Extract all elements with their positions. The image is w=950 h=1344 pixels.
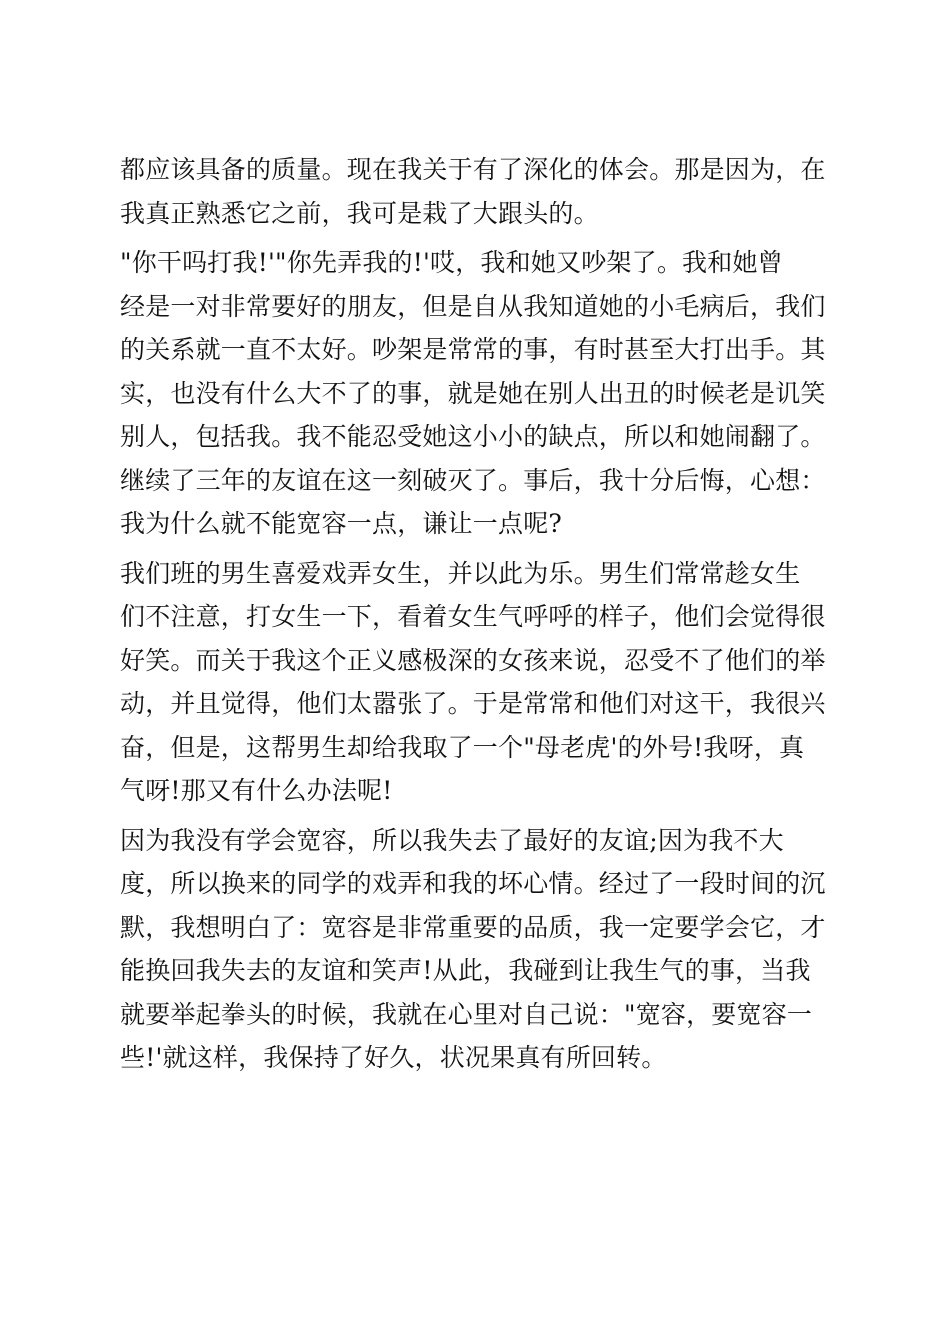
paragraph (120, 241, 840, 546)
text-line: "你干吗打我!'"你先弄我的!'哎，我和她又吵架了。我和她曾 (120, 248, 783, 277)
text-line: 都应该具备的质量。现在我关于有了深化的体会。那是因为，在 (120, 155, 826, 184)
text-line: 动，并且觉得，他们太嚣张了。于是常常和他们对这干，我很兴 (120, 689, 826, 718)
text-line: 好笑。而关于我这个正义感极深的女孩来说，忍受不了他们的举 (120, 645, 826, 675)
text-line: 别人，包括我。我不能忍受她这小小的缺点，所以和她闹翻了。 (120, 422, 826, 451)
text-line: 就要举起拳头的时候，我就在心里对自己说："宽容，要宽容一 (120, 999, 813, 1029)
text-line: 继续了三年的友谊在这一刻破灭了。事后，我十分后悔，心想： (120, 465, 826, 495)
text-line: 们不注意，打女生一下，看着女生气呼呼的样子，他们会觉得很 (120, 602, 826, 631)
text-line: 奋，但是，这帮男生却给我取了一个"母老虎'的外号!我呀，真 (120, 732, 805, 762)
paragraph (120, 552, 840, 813)
paragraph (120, 819, 840, 1080)
text-line: 气呀!那又有什么办法呢! (120, 776, 393, 805)
text-line: 因为我没有学会宽容，所以我失去了最好的友谊;因为我不大 (120, 825, 784, 855)
text-line: 的关系就一直不太好。吵架是常常的事，有时甚至大打出手。其 (120, 335, 826, 364)
text-line: 默，我想明白了：宽容是非常重要的品质，我一定要学会它，才 (120, 912, 826, 942)
text-line: 我们班的男生喜爱戏弄女生，并以此为乐。男生们常常趁女生 (120, 558, 801, 588)
text-line: 度，所以换来的同学的戏弄和我的坏心情。经过了一段时间的沉 (120, 869, 826, 898)
text-line: 些!'就这样，我保持了好久，状况果真有所回转。 (120, 1043, 667, 1072)
text-line: 能换回我失去的友谊和笑声!从此，我碰到让我生气的事，当我 (120, 956, 811, 985)
text-line: 实，也没有什么大不了的事，就是她在别人出丑的时候老是讥笑 (120, 378, 826, 408)
body-text (120, 148, 840, 1080)
paragraph (120, 148, 840, 235)
text-line: 经是一对非常要好的朋友，但是自从我知道她的小毛病后，我们 (120, 291, 826, 321)
text-line: 我真正熟悉它之前，我可是栽了大跟头的。 (120, 198, 599, 228)
text-line: 我为什么就不能宽容一点，谦让一点呢? (120, 509, 563, 538)
